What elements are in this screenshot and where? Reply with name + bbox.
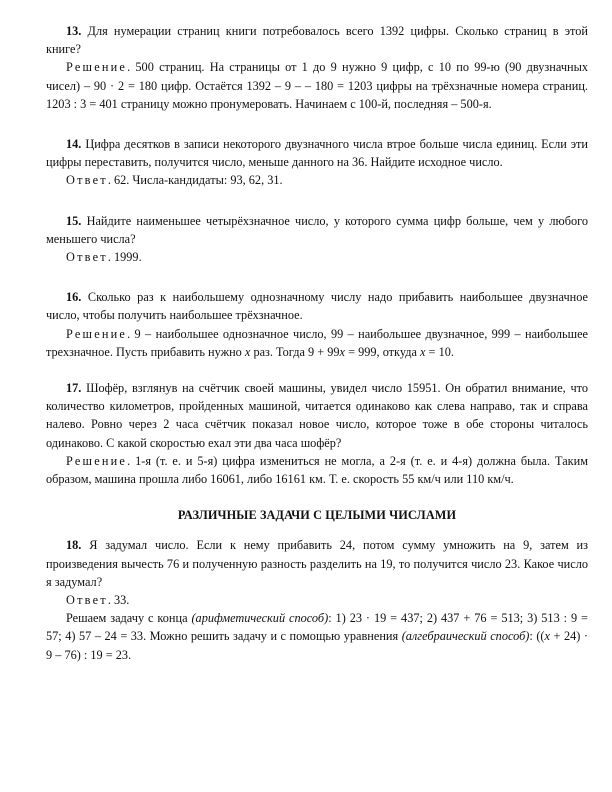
problem-14-answer: Ответ. 62. Числа-кандидаты: 93, 62, 31.: [66, 173, 283, 188]
problem-number: 17.: [66, 381, 82, 396]
problem-13-statement: 13. Для нумерации страниц книги потребовалось всего 1392 цифры. Сколько страниц в этой книге?: [46, 24, 588, 57]
answer-label: Ответ: [66, 250, 108, 265]
method-name: (арифметический способ): [191, 611, 329, 626]
problem-number: 18.: [66, 538, 82, 553]
problem-16-solution: Решение. 9 – наибольшее однозначное число, 99 – наибольшее двузначное, 999 – наибольшее трехзначное. Пусть прибавить нужно x раз. Тогда 9 + 99x = 999, откуда x = 10.: [46, 326, 588, 359]
problem-number: 15.: [66, 213, 82, 228]
problem-15-statement: 15. Найдите наименьшее четырёхзначное число, у которого сумма цифр больше, чем у любого меньшего числа?: [46, 213, 588, 246]
variable-x: x: [244, 344, 251, 359]
problem-18-solution: Решаем задачу с конца (арифметический способ): 1) 23 · 19 = 437; 2) 437 + 76 = 513; 3) 513 : 9 = 57; 4) 57 – 24 = 33. Можно решить задачу и с помощью уравнения (алгебраический способ): ((x + 24) · 9 – 76) : 19 = 23.: [46, 611, 588, 662]
problem-number: 14.: [66, 137, 82, 152]
solution-label: Решение: [66, 60, 128, 75]
problem-18-statement: 18. Я задумал число. Если к нему прибавить 24, потом сумму умножить на 9, затем из произведения вычесть 76 и полученную разность разделить на 19, то получится число 23. Какое число я задумал?: [46, 538, 588, 589]
solution-label: Решение: [66, 453, 128, 468]
answer-label: Ответ: [66, 593, 108, 608]
problem-18-answer: Ответ. 33.: [66, 593, 130, 608]
problem-number: 13.: [66, 24, 82, 38]
problem-16-statement: 16. Сколько раз к наибольшему однозначному числу надо прибавить наибольшее двузначное число, чтобы получить наибольшее трёхзначное.: [46, 290, 588, 323]
problem-13-solution: Решение. 500 страниц. На страницы от 1 до 9 нужно 9 цифр, с 10 по 99-ю (90 двузначных чисел) – 90 · 2 = 180 цифр. Остаётся 1392 – 9 – – 180 = 1203 цифры на трёхзначные номера страниц. 1203 : 3 = 401 страницу можно пронумеровать. Начинаем с 100-й, последняя – 500-я.: [46, 60, 588, 111]
solution-label: Решение: [66, 326, 128, 341]
document-page: [46, 22, 588, 664]
variable-x: x: [420, 344, 426, 359]
problem-17-statement: 17. Шофёр, взглянув на счётчик своей машины, увидел число 15951. Он обратил внимание, что количество километров, пройденных машиной, читается одинаково как слева направо, так и справа налево. Ровно через 2 часа счётчик показал новое число, которое тоже в обе стороны читалось одинаково. С какой скоростью ехал эти два часа шофёр?: [46, 381, 588, 450]
problem-17-solution: Решение. 1-я (т. е. и 5-я) цифра измениться не могла, а 2-я (т. е. и 4-я) должна была. Таким образом, машина прошла либо 16061, либо 16161 км. Т. е. скорость 55 км/ч или 110 км/ч.: [46, 453, 588, 487]
variable-x: x: [339, 344, 346, 359]
method-name: (алгебраический способ): [401, 629, 530, 644]
section-heading: РАЗЛИЧНЫЕ ЗАДАЧИ С ЦЕЛЫМИ ЧИСЛАМИ: [177, 508, 457, 523]
problem-14-statement: 14. Цифра десятков в записи некоторого двузначного числа втрое больше числа единиц. Если эти цифры переставить, получится число, меньше данного на 36. Найдите исходное число.: [46, 137, 588, 170]
problem-15-answer: Ответ. 1999.: [66, 250, 142, 265]
variable-x: x: [544, 629, 550, 644]
answer-label: Ответ: [66, 173, 108, 188]
problem-number: 16.: [66, 290, 82, 305]
